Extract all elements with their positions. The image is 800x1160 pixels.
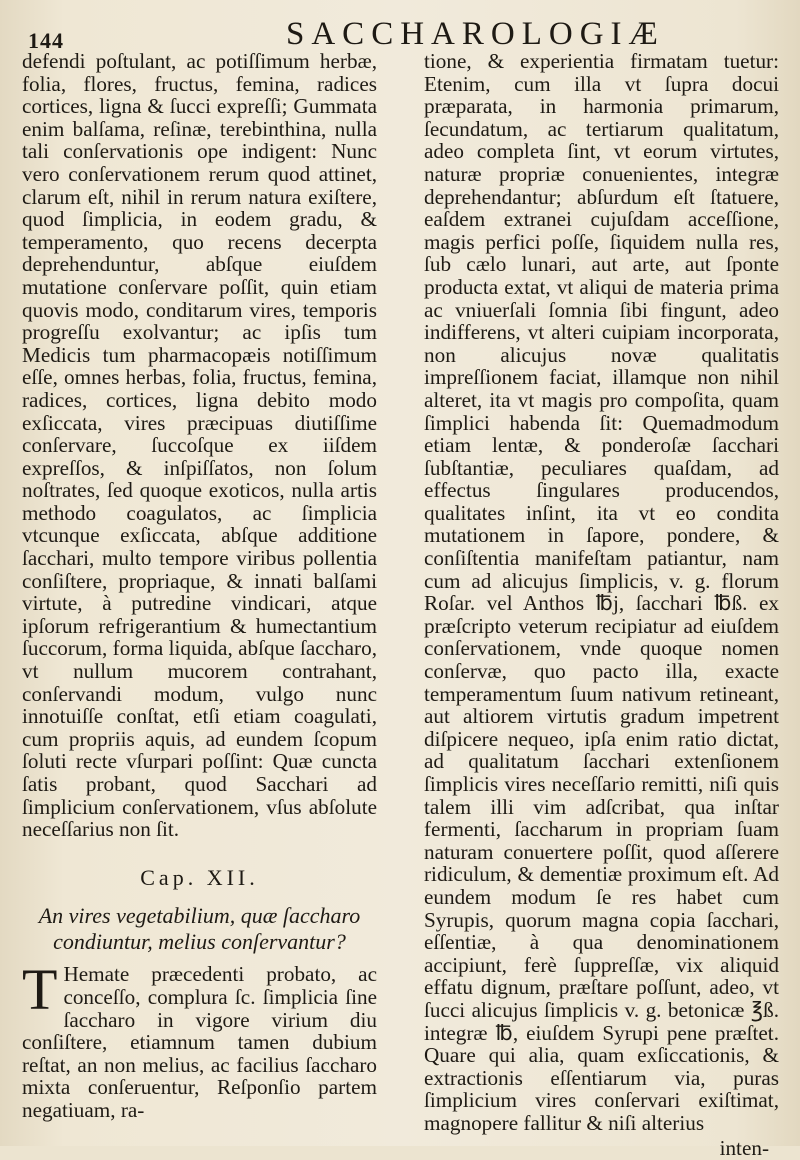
left-paragraph-1: defendi poſtulant, ac potiſſimum herbæ, folia, flores, fructus, femina, radices cortices, ligna & ſucci expreſſi; Gummata enim balſama, reſinæ, terebinthina, nulla tali conſervationis ope indigent: Nunc vero conſervationem rerum quod attinet, clarum eſt, nihil in rerum natura exiſtere, quod ſimplicia, in eodem gradu, & temperamento, quo recens decerpta deprehenduntur, abſque eiuſdem mutatione conſervare poſſit, quin etiam quovis modo, conditarum vires, temporis progreſſu exolvantur; ac ipſis tum Medicis tum pharmacopæis notiſſimum eſſe, omnes herbas, folia, fructus, femina, radices, cortices, ligna debito modo exſiccata, vires præcipuas diutiſſime conſervare, ſuccoſque ex iiſdem expreſſos, & inſpiſſatos, non ſolum noſtrates, ſed quoque exoticos, nulla artis methodo coagulatos, ac ſimplicia vtcunque exſiccata, abſque additione ſacchari, multo tempore viribus pollentia conſiſtere, propriaque, & innati balſami virtute, à putredine vindicari, atque ipſorum refrigerantium & humectantium ſuccorum, forma liquida, abſque ſaccharo, vt nullum mucorem contrahant, conſervandi modum, vulgo nunc innotuiſſe conſtat, etſi etiam coagulati, cum propriis aquis, ad eundem ſcopum ſoluti recte vſurpari poſſint: Quæ cuncta ſatis probant, quod Sacchari ad ſimplicium conſervationem, vſus abſolute neceſſarius non ſit.: [22, 49, 377, 842]
right-column: [424, 50, 779, 1159]
chapter-title: An vires vegetabilium, quæ ſaccharo condiuntur, melius conſervantur?: [38, 903, 361, 955]
page-number: 144: [28, 28, 64, 53]
left-paragraph-2: [22, 957, 377, 1122]
left-paragraph-2-text: Hemate præcedenti probato, ac conceſſo, complura ſc. ſimplicia ſine ſaccharo in vigore virium diu conſiſtere, etiamnum tamen dubium reſtat, an non melius, ac facilius ſaccharo mixta conſeruentur, Reſponſio partem negatiuam, ra-: [22, 962, 377, 1122]
left-column: [22, 50, 377, 1122]
chapter-label: Cap. XII.: [140, 864, 259, 890]
drop-cap: T: [22, 957, 58, 1023]
catchword: inten-: [719, 1135, 769, 1160]
running-head: SACCHAROLOGIÆ: [286, 16, 665, 52]
right-paragraph: tione, & experientia firmatam tuetur: Etenim, cum illa vt ſupra docui præparata, in harmonia primarum, ſecundatum, ac tertiarum qualitatum, adeo completa ſint, vt eorum virtutes, naturæ propriæ conuenientes, integræ deprehendantur; abſurdum eſt ſtatuere, eaſdem extranei cujuſdam acceſſione, magis perfici poſſe, ſiquidem nulla res, ſub cælo lunari, aut arte, aut ſponte producta extat, vt aliqui de materia prima ac vniuerſali ſomnia ſibi fingunt, adeo indifferens, vt alteri cuipiam incorporata, non alicujus novæ qualitatis impreſſionem faciat, illamque non nihil alteret, ita vt magis pro compoſita, quam ſimplici habenda ſit: Quemadmodum etiam lentæ, & ponderoſæ ſacchari ſubſtantiæ, peculiares quaſdam, ad effectus ſingulares producendos, qualitates inſint, ita vt eo condita mutationem in ſapore, pondere, & conſiſtentia manifeſtam patiantur, nam cum ad alicujus ſimplicis, v. g. florum Roſar. vel Anthos ℔j, ſacchari ℔ß. ex præſcripto veterum recipiatur ad eiuſdem conſervationem, vnde quoque nomen conſervæ, quo pacto illa, exacte temperamentum ſuum nativum retineant, aut altiorem virtutis gradum impetrent diſpicere nequeo, ipſa enim ratio dictat, ad qualitatum ſacchari extenſionem ſimplicis vires neceſſario remitti, niſi quis talem illi vim adſcribat, qua inſtar fermenti, ſaccharum in propriam ſuam naturam conuertere poſſit, quod aſſerere ridiculum, & dementiæ proximum eſt. Ad eundem modum ſe res habet cum Syrupis, quorum magna copia ſacchari, eſſentiæ, à qua denominationem accipiunt, ferè ſuppreſſæ, vix aliquid effatu dignum, præſtare poſſunt, adeo, vt ſucci alicujus ſimplicis v. g. betonicæ ℥ß. integræ ℔, eiuſdem Syrupi pene præſtet. Quare qui alia, quam exſiccationis, & extractionis eſſentiarum via, puras ſimplicium vires conſervari exiſtimat, magnopere fallitur & niſi alterius: [424, 49, 779, 1135]
page-header: [24, 6, 784, 52]
